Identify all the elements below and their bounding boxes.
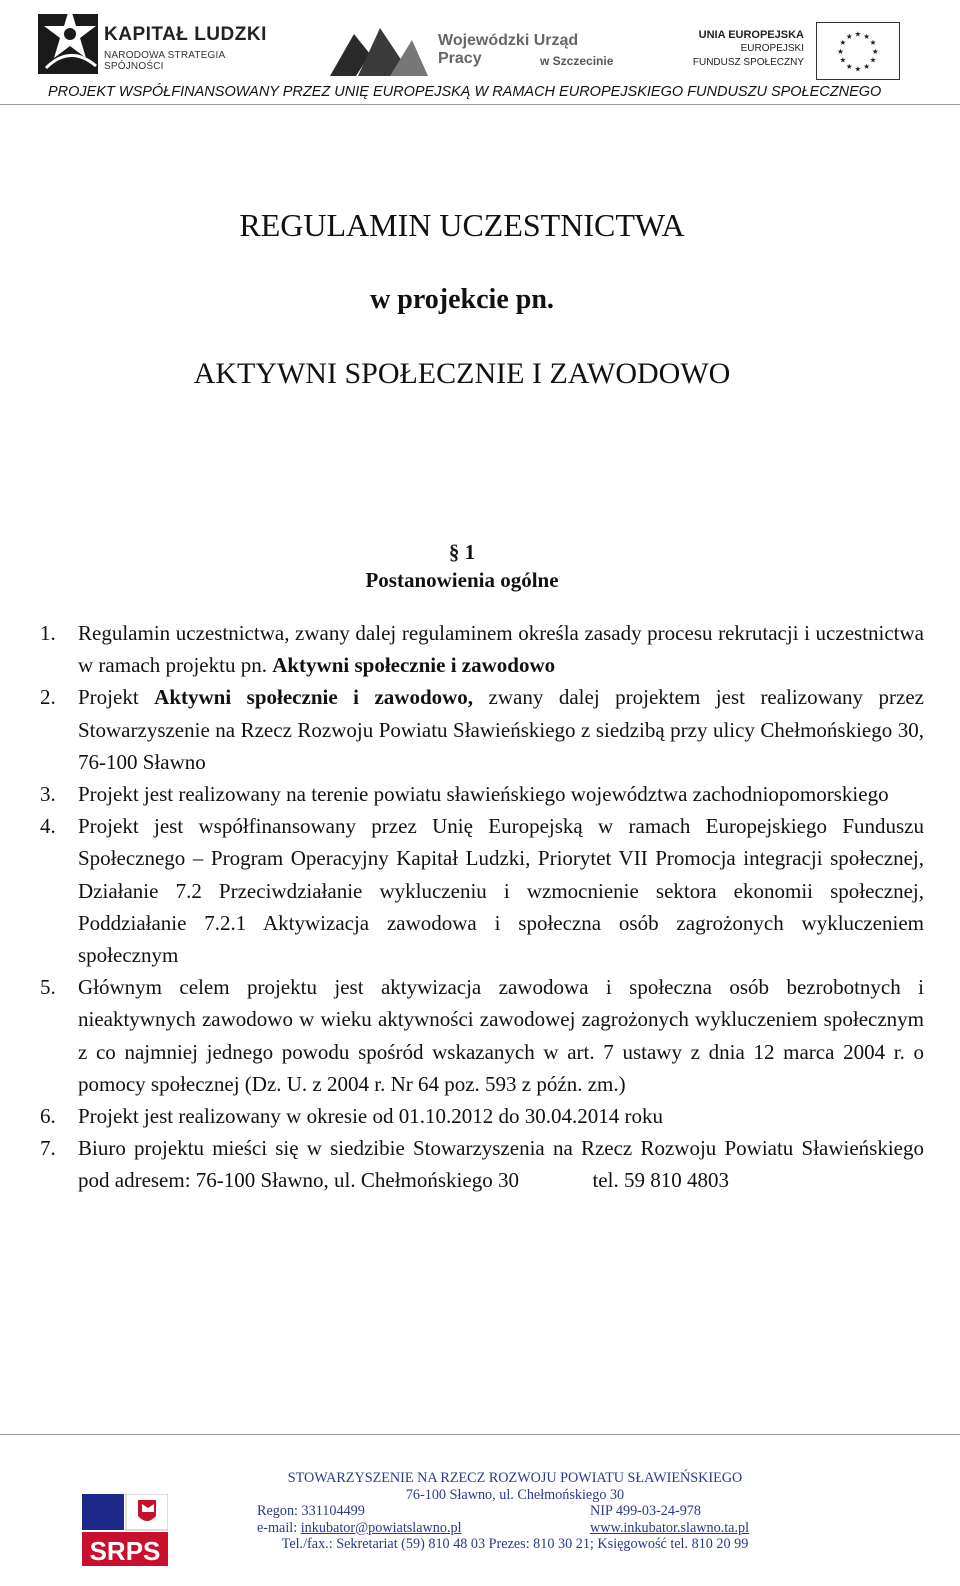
eu-line-3: FUNDUSZ SPOŁECZNY	[692, 57, 804, 68]
footer-phones: Tel./fax.: Sekretariat (59) 810 48 03 Prezes: 810 30 21; Księgowość tel. 810 20 99	[281, 1536, 749, 1552]
footer-regon: Regon: 331104499	[257, 1503, 365, 1519]
wup-title: Wojewódzki Urząd Pracy	[438, 32, 579, 67]
list-item	[40, 681, 924, 778]
footer-nip: NIP 499-03-24-978	[590, 1503, 701, 1519]
footer-divider	[0, 1434, 960, 1435]
item-number: 6.	[40, 1104, 56, 1129]
eu-logo	[690, 22, 902, 80]
cofinancing-banner: PROJEKT WSPÓŁFINANSOWANY PRZEZ UNIĘ EUROPEJSKĄ W RAMACH EUROPEJSKIEGO FUNDUSZU SPOŁECZNEGO	[48, 84, 882, 100]
item-text: Biuro projektu mieści się w siedzibie Stowarzyszenia na Rzecz Rozwoju Powiatu Sławieńskiego pod adresem: 76-100 Sławno, ul. Chełmońskiego 30 tel. 59 810 4803	[78, 1136, 930, 1193]
srps-label: SRPS	[89, 1536, 161, 1566]
eu-star-icon: ★	[869, 55, 877, 65]
list-item	[40, 971, 924, 1100]
footer-ids-row	[205, 1503, 825, 1520]
item-text: Projekt jest realizowany w okresie od 01.10.2012 do 30.04.2014 roku	[78, 1104, 663, 1129]
eu-star-icon: ★	[839, 55, 847, 65]
eu-star-icon: ★	[869, 38, 877, 48]
item-number: 2.	[40, 685, 56, 710]
provisions-list	[40, 617, 930, 1197]
project-name: AKTYWNI SPOŁECZNIE I ZAWODOWO	[193, 357, 731, 390]
eu-star-icon: ★	[863, 31, 871, 41]
item-bold-text: Aktywni społecznie i zawodowo,	[154, 685, 474, 710]
eu-line-2: EUROPEJSKI	[740, 43, 804, 54]
item-text: Głównym celem projektu jest aktywizacja zawodowa i społeczna osób bezrobotnych i nieaktywnych zawodowo w wieku aktywności zawodowej zagrożonych wykluczeniem społecznym z co najmniej jednego powodu spośród wskazanych w art. 7 ustawy z dnia 12 marca 2004 r. o pomocy społecznej (Dz. U. z 2004 r. Nr 64 poz. 593 z późn. zm.)	[78, 975, 924, 1096]
list-item	[40, 1132, 930, 1196]
eu-star-icon: ★	[854, 64, 862, 74]
footer-email-row	[257, 1520, 462, 1537]
eu-text	[693, 28, 804, 70]
wup-subtitle: w Szczecinie	[540, 54, 614, 68]
footer-org: STOWARZYSZENIE NA RZECZ ROZWOJU POWIATU SŁAWIEŃSKIEGO	[287, 1470, 743, 1486]
section-number: § 1	[448, 540, 476, 564]
srps-logo-icon	[82, 1494, 168, 1566]
footer-web-row	[205, 1520, 825, 1537]
item-text-tail: zwany dalej projektem jest realizowany przez Stowarzyszenie na Rzecz Rozwoju Powiatu Sławieńskiego z siedzibą przy ulicy Chełmońskiego 30, 76-100 Sławno	[78, 685, 924, 774]
page-header	[0, 0, 960, 110]
eu-star-icon: ★	[863, 61, 871, 71]
eu-star-icon: ★	[871, 46, 879, 56]
kapital-ludzki-title: KAPITAŁ LUDZKI	[104, 24, 267, 45]
item-bold-text: Aktywni społecznie i zawodowo	[272, 653, 556, 678]
eu-line-1: UNIA EUROPEJSKA	[698, 29, 804, 41]
list-item	[40, 778, 924, 810]
header-divider	[0, 104, 960, 105]
kapital-ludzki-logo	[36, 4, 276, 76]
footer-email-link[interactable]: inkubator@powiatslawno.pl	[300, 1519, 462, 1536]
eu-star-icon: ★	[845, 61, 853, 71]
list-item	[40, 810, 924, 971]
eu-flag-icon	[816, 22, 900, 80]
footer-address: 76-100 Sławno, ul. Chełmońskiego 30	[405, 1486, 625, 1503]
wup-logo	[326, 24, 626, 80]
eu-star-icon: ★	[854, 29, 862, 39]
item-text: Projekt jest współfinansowany przez Unię Europejską w ramach Europejskiego Funduszu Społecznego – Program Operacyjny Kapitał Ludzki, Priorytet VII Promocja integracji społecznej, Działanie 7.2 Przeciwdziałanie wykluczeniu i wzmocnienie sektora ekonomii społecznej, Poddziałanie 7.2.1 Aktywizacja zawodowa i społeczna osób zagrożonych wykluczeniem społecznym	[78, 814, 924, 968]
list-item	[40, 1100, 924, 1132]
item-number: 7.	[40, 1136, 56, 1161]
document-subtitle: w projekcie pn.	[370, 284, 554, 315]
eu-star-icon: ★	[839, 38, 847, 48]
section-title: Postanowienia ogólne	[365, 568, 559, 592]
item-text: Projekt jest realizowany na terenie powiatu sławieńskiego województwa zachodniopomorskiego	[78, 782, 889, 807]
list-item	[40, 617, 924, 681]
eu-star-icon: ★	[837, 46, 845, 56]
item-number: 1.	[40, 621, 56, 645]
item-number: 4.	[40, 814, 56, 839]
item-number: 5.	[40, 975, 56, 1000]
footer-website-link[interactable]: www.inkubator.slawno.ta.pl	[590, 1519, 750, 1536]
kapital-ludzki-star-icon	[36, 4, 106, 76]
footer-email-label: e-mail:	[257, 1519, 301, 1536]
wup-mark-icon	[326, 24, 430, 80]
item-text: Regulamin uczestnictwa, zwany dalej regulaminem określa zasady procesu rekrutacji i uczestnictwa w ramach projektu pn.	[78, 621, 924, 678]
kapital-ludzki-subtitle: NARODOWA STRATEGIA SPÓJNOŚCI	[104, 50, 225, 72]
item-number: 3.	[40, 782, 56, 807]
document-title: REGULAMIN UCZESTNICTWA	[239, 207, 685, 243]
footer-contact	[205, 1470, 825, 1553]
item-text: Projekt	[78, 685, 155, 710]
eu-star-icon: ★	[845, 31, 853, 41]
